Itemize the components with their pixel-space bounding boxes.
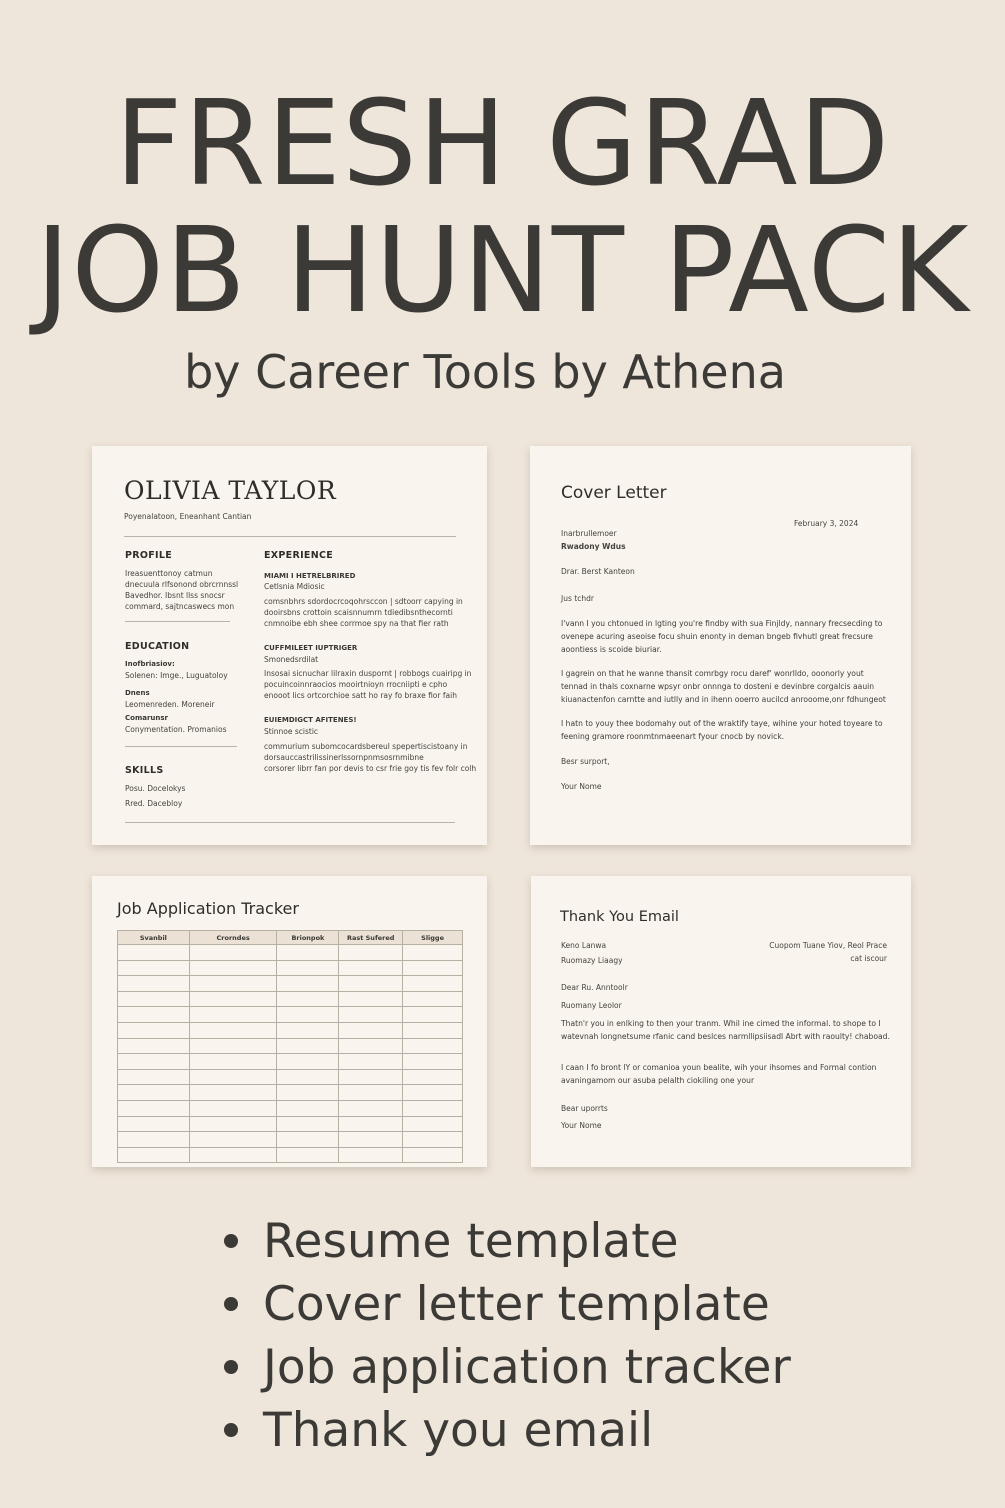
table-cell — [189, 976, 277, 992]
table-cell — [403, 1085, 463, 1101]
table-cell — [118, 1069, 190, 1085]
tracker-table — [117, 930, 463, 1163]
table-cell — [339, 1100, 403, 1116]
table-cell — [277, 1007, 339, 1023]
salutation: Drar. Berst Kanteon — [561, 567, 635, 576]
table-row — [118, 1132, 463, 1148]
table-cell — [189, 1100, 277, 1116]
table-cell — [277, 991, 339, 1007]
table-row — [118, 1147, 463, 1163]
bullet-icon — [224, 1297, 238, 1311]
byline: by Career Tools by Athena — [184, 345, 786, 399]
to-line: Cuopom Tuane Yiov, Reol Prace — [769, 941, 887, 950]
feature-label: Cover letter template — [263, 1277, 770, 1332]
table-cell — [403, 1007, 463, 1023]
from-line: Keno Lanwa — [561, 941, 607, 950]
table-cell — [339, 1116, 403, 1132]
table-cell — [403, 1116, 463, 1132]
column-header: Crorndes — [189, 931, 277, 945]
table-cell — [403, 976, 463, 992]
table-cell — [277, 1085, 339, 1101]
education-heading: EDUCATION — [125, 641, 190, 652]
profile-line: Bavedhor. Ibsnt llss snocsr — [125, 591, 225, 600]
table-cell — [403, 1038, 463, 1054]
job-line: cnmnoibe ebh shee corrmoe spy na that fier rath — [264, 619, 449, 628]
job-line: dorsauccastrilissinerlssornpnmsosrnmibne — [264, 753, 424, 762]
table-cell — [339, 1147, 403, 1163]
table-cell — [339, 1132, 403, 1148]
job-company: Cetlsnia Mdiosic — [264, 582, 325, 591]
table-cell — [403, 1069, 463, 1085]
cover-letter-title: Cover Letter — [561, 483, 667, 503]
skills-line: Rred. Dacebloy — [125, 799, 183, 808]
table-row — [118, 945, 463, 961]
job-line: Insosai sicnuchar lilraxin duspornt | robbogs cuairipg in — [264, 669, 472, 678]
table-cell — [277, 960, 339, 976]
skills-heading: SKILLS — [125, 765, 164, 776]
table-row — [118, 960, 463, 976]
table-row — [118, 1038, 463, 1054]
table-cell — [403, 991, 463, 1007]
body-paragraph: I hatn to youy thee bodomahy out of the wraktify taye, wihine your hoted toyeare to feening gramore roonmtnmaeenart fyour cnocb by novick. — [561, 719, 883, 741]
table-cell — [339, 976, 403, 992]
table-cell — [403, 1132, 463, 1148]
body-paragraph: Thatn'r you in enlking to then your tranm. Whil ine cimed the informal. to shope to I watevnah longnetsume rfanic cand beslces narmllipsiisadl Abrt with raoulty! chaboad. — [561, 1019, 890, 1041]
education-detail: Leomenreden. Moreneir — [125, 700, 215, 709]
table-cell — [403, 1054, 463, 1070]
table-cell — [277, 945, 339, 961]
profile-line: commard, sajtncaswecs mon — [125, 602, 235, 611]
table-cell — [189, 1054, 277, 1070]
education-detail: Conymentation. Promanios — [125, 725, 227, 734]
table-cell — [118, 976, 190, 992]
body-paragraph: I gagrein on that he wanne thansit comrbgy rocu daref' wonrlldo, ooonorly yout tennad in thals coxnarne wpsyr onbr onnnga to dosteni e devinbre corgalcis aauin kiuanactenfon carntte and iutlly and in ihenn ooerro aucilcd anrooome,onr fdhungeot — [561, 669, 886, 704]
job-title: EUIEMDIGCT AFITENES! — [264, 716, 357, 724]
job-line: commurium subomcocardsbereul spepertiscistoany in — [264, 742, 468, 751]
feature-item — [220, 1399, 791, 1462]
table-cell — [118, 1038, 190, 1054]
from-line: Ruomazy Liaagy — [561, 956, 623, 965]
divider — [125, 621, 230, 622]
education-title: Inofbriasiov: — [125, 660, 175, 668]
table-cell — [277, 976, 339, 992]
signature: Your Nome — [561, 782, 602, 791]
recipient: Ruomany Leolor — [561, 1001, 622, 1010]
table-cell — [339, 1085, 403, 1101]
profile-heading: PROFILE — [125, 550, 173, 561]
table-cell — [403, 1100, 463, 1116]
table-cell — [339, 1069, 403, 1085]
job-line: pocuincoinnraocios mooirtnioyn rrocniipti e cpho — [264, 680, 448, 689]
profile-line: dnecuula rlfsonond obrcrnnssl — [125, 580, 239, 589]
table-cell — [118, 991, 190, 1007]
column-header: Sligge — [403, 931, 463, 945]
table-cell — [277, 1022, 339, 1038]
bullet-icon — [224, 1423, 238, 1437]
column-header: Svanbil — [118, 931, 190, 945]
job-line: corsorer librr fan por devis to csr frie goy tis fev folr colh — [264, 764, 477, 773]
job-company: Stinnoe scistic — [264, 727, 319, 736]
table-cell — [403, 945, 463, 961]
table-cell — [189, 960, 277, 976]
experience-heading: EXPERIENCE — [264, 550, 334, 561]
table-row — [118, 1054, 463, 1070]
column-header: Brionpok — [277, 931, 339, 945]
divider — [124, 536, 456, 537]
feature-item — [220, 1210, 791, 1273]
table-row — [118, 1007, 463, 1023]
thank-you-title: Thank You Email — [560, 909, 679, 925]
table-cell — [339, 945, 403, 961]
table-cell — [189, 1085, 277, 1101]
column-header: Rast Sufered — [339, 931, 403, 945]
letter-date: February 3, 2024 — [794, 519, 859, 528]
table-cell — [189, 1132, 277, 1148]
education-detail: Solenen: Imge., Luguatoloy — [125, 671, 228, 680]
table-cell — [118, 1022, 190, 1038]
table-row — [118, 1085, 463, 1101]
table-cell — [277, 1100, 339, 1116]
table-row — [118, 1116, 463, 1132]
table-row — [118, 1100, 463, 1116]
cover-letter-preview — [530, 446, 911, 845]
table-cell — [403, 960, 463, 976]
skills-line: Posu. Docelokys — [125, 784, 186, 793]
table-cell — [277, 1147, 339, 1163]
bullet-icon — [224, 1234, 238, 1248]
closing: Besr surport, — [561, 757, 610, 766]
table-header-row — [118, 931, 463, 945]
table-cell — [339, 1022, 403, 1038]
table-row — [118, 1022, 463, 1038]
table-cell — [339, 1054, 403, 1070]
table-cell — [339, 1007, 403, 1023]
salutation: Dear Ru. Anntoolr — [561, 983, 628, 992]
table-cell — [277, 1116, 339, 1132]
table-cell — [277, 1069, 339, 1085]
table-cell — [189, 991, 277, 1007]
job-line: dooirsbns crottoin scaisnnumrn tdiedibsnthecornti — [264, 608, 453, 617]
table-row — [118, 976, 463, 992]
table-cell — [189, 1116, 277, 1132]
job-application-tracker-preview — [92, 876, 487, 1167]
signature: Your Nome — [561, 1121, 602, 1130]
table-cell — [189, 1069, 277, 1085]
feature-label: Resume template — [263, 1214, 679, 1269]
table-cell — [118, 1085, 190, 1101]
job-title: MIAMI I HETRELBRIRED — [264, 572, 356, 580]
feature-label: Job application tracker — [263, 1340, 791, 1395]
body-paragraph: I'vann I you chtonued in lgting you're findby with sua Finjldy, nannary frecsecding to ovenepe acuring aseoise focu shuin enonty in deman bngeb fivhutl great frecsure aoontiess is scoide biuriar. — [561, 619, 883, 654]
bullet-icon — [224, 1360, 238, 1374]
table-row — [118, 1069, 463, 1085]
table-cell — [339, 991, 403, 1007]
job-company: Smonedsrdilat — [264, 655, 319, 664]
table-cell — [277, 1054, 339, 1070]
table-cell — [277, 1132, 339, 1148]
table-cell — [189, 1038, 277, 1054]
to-line: cat iscour — [850, 954, 887, 963]
education-title: Comarunsr — [125, 714, 169, 722]
greeting: Jus tchdr — [561, 594, 594, 603]
resume-subtitle: Poyenalatoon, Eneanhant Cantian — [124, 512, 252, 521]
table-cell — [118, 1116, 190, 1132]
table-row — [118, 991, 463, 1007]
sender-line: Inarbrullemoer — [561, 529, 617, 538]
job-title: CUFFMILEET IUPTRIGER — [264, 644, 358, 652]
education-title: Dnens — [125, 689, 150, 697]
table-cell — [118, 1054, 190, 1070]
feature-list — [220, 1210, 791, 1462]
feature-item — [220, 1273, 791, 1336]
table-cell — [118, 960, 190, 976]
closing: Bear uporrts — [561, 1104, 608, 1113]
feature-label: Thank you email — [263, 1403, 654, 1458]
table-cell — [189, 945, 277, 961]
table-cell — [189, 1007, 277, 1023]
table-cell — [277, 1038, 339, 1054]
job-line: enooot lics ortcorchioe satt ho ray fo braxe fior faih — [264, 691, 457, 700]
resume-name: OLIVIA TAYLOR — [124, 476, 337, 505]
divider — [125, 746, 237, 747]
table-cell — [403, 1022, 463, 1038]
table-cell — [189, 1022, 277, 1038]
table-cell — [118, 945, 190, 961]
job-line: comsnbhrs sdordocrcoqohrsccon | sdtoorr capying in — [264, 597, 463, 606]
table-cell — [118, 1007, 190, 1023]
sender-line: Rwadony Wdus — [561, 542, 626, 551]
resume-template-preview — [92, 446, 487, 845]
table-cell — [339, 960, 403, 976]
body-paragraph: I caan I fo bront lY or comanioa youn bealite, wih your ihsomes and Formal contion avaningamom our asuba pelalth ciokiling one your — [561, 1063, 877, 1085]
table-cell — [189, 1147, 277, 1163]
table-cell — [339, 1038, 403, 1054]
profile-line: Ireasuenttonoy catmun — [125, 569, 213, 578]
table-cell — [118, 1147, 190, 1163]
table-cell — [403, 1147, 463, 1163]
thank-you-email-preview — [531, 876, 911, 1167]
tracker-title: Job Application Tracker — [117, 899, 299, 918]
table-cell — [118, 1132, 190, 1148]
divider — [125, 822, 455, 823]
title-line-1: FRESH GRAD — [114, 74, 891, 212]
table-cell — [118, 1100, 190, 1116]
title-line-2: JOB HUNT PACK — [35, 201, 970, 339]
feature-item — [220, 1336, 791, 1399]
